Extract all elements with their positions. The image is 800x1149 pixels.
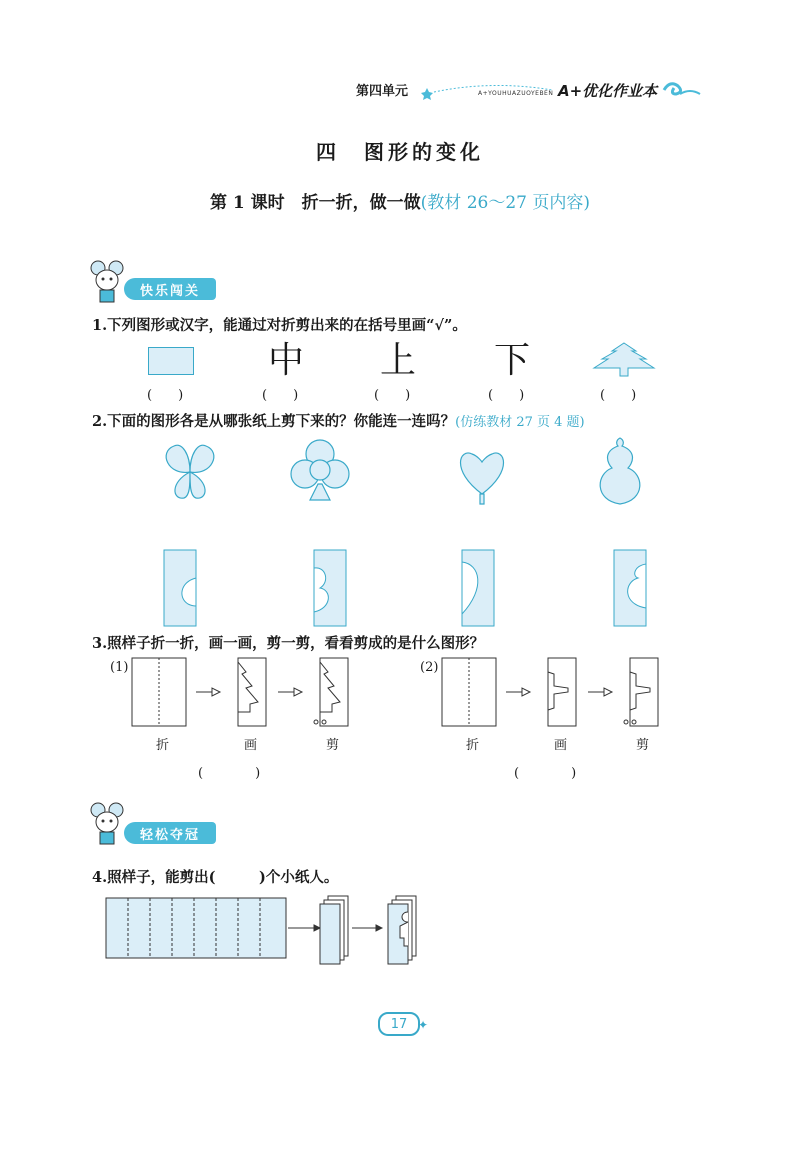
gourd-shape — [600, 438, 640, 504]
star-icon: ✦ — [418, 1018, 429, 1032]
mouse-mascot-icon — [88, 800, 128, 848]
question-3-text: 3.照样子折一折，画一画，剪一剪，看看剪成的是什么图形？ — [92, 635, 485, 652]
part-2-label: (2) — [420, 660, 439, 675]
fold-draw-cut-tree — [130, 656, 370, 730]
tree-shape — [592, 342, 656, 378]
cut-shapes-row — [150, 434, 660, 514]
wave-icon — [662, 78, 702, 100]
clover-shape — [291, 440, 349, 500]
section-banner-happy: 快乐闯关 — [124, 278, 216, 300]
chapter-title: 四 图形的变化 — [316, 140, 484, 164]
hanzi-zhong: 中 — [268, 340, 305, 381]
answer-paren-q3-1[interactable]: ( ) — [198, 766, 261, 781]
hanzi-shang: 上 — [380, 340, 417, 381]
arrow-icon — [506, 688, 530, 696]
lesson-name: 第 1 课时 折一折，做一做 — [209, 193, 421, 213]
hanzi-xia: 下 — [494, 340, 531, 381]
paper-people-diagram — [104, 890, 444, 966]
lesson-title — [0, 188, 800, 213]
step-draw-1: 画 — [244, 738, 258, 753]
answer-paren-q3-2[interactable]: ( ) — [514, 766, 577, 781]
header-subtitle: A+YOUHUAZUOYEBEN — [478, 90, 554, 97]
answer-paren-5[interactable]: ( ) — [600, 388, 637, 403]
page-number: 17 — [378, 1012, 420, 1036]
step-fold-1: 折 — [156, 738, 170, 753]
star-icon — [421, 88, 433, 100]
question-2-text — [92, 410, 585, 431]
header-brand: A+优化作业本 — [558, 82, 658, 100]
answer-paren-4[interactable]: ( ) — [488, 388, 525, 403]
folded-paper-row — [150, 548, 660, 628]
folded-paper-4 — [614, 550, 646, 626]
question-2-reference: (仿练教材 27 页 4 题) — [455, 415, 585, 430]
three-leaf-shape — [166, 445, 214, 498]
question-1-text: 1.下列图形或汉字，能通过对折剪出来的在括号里画“√”。 — [92, 317, 467, 334]
question-2-body: 2.下面的图形各是从哪张纸上剪下来的？你能连一连吗？ — [92, 413, 456, 430]
folded-paper-3 — [462, 550, 494, 626]
arrow-icon — [196, 688, 220, 696]
question-4-text: 4.照样子，能剪出( )个小纸人。 — [92, 869, 339, 886]
answer-paren-1[interactable]: ( ) — [147, 388, 184, 403]
arrow-icon — [588, 688, 612, 696]
answer-paren-2[interactable]: ( ) — [262, 388, 299, 403]
section-banner-easy: 轻松夺冠 — [124, 822, 216, 844]
step-fold-2: 折 — [466, 738, 480, 753]
header-unit: 第四单元 — [356, 84, 409, 99]
arrow-icon — [278, 688, 302, 696]
fold-draw-cut-plane — [440, 656, 680, 730]
mouse-mascot-icon — [88, 258, 128, 306]
folded-paper-1 — [164, 550, 196, 626]
step-cut-1: 剪 — [326, 738, 340, 753]
folded-paper-2 — [314, 550, 346, 626]
rectangle-shape — [148, 347, 194, 375]
leaf-shape — [461, 453, 504, 504]
part-1-label: (1) — [110, 660, 129, 675]
answer-paren-3[interactable]: ( ) — [374, 388, 411, 403]
step-draw-2: 画 — [554, 738, 568, 753]
lesson-reference: (教材 26～27 页内容) — [420, 193, 590, 213]
step-cut-2: 剪 — [636, 738, 650, 753]
